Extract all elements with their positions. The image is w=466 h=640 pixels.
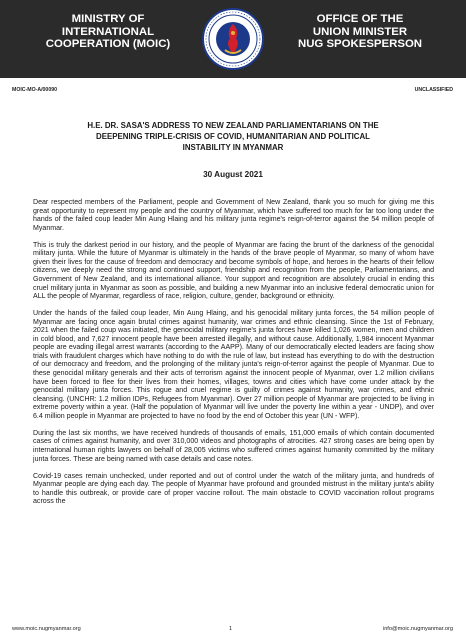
ministry-seal-icon [201,6,265,72]
ministry-name-line: MINISTRY OF [71,13,145,25]
office-name-line: OFFICE OF THE [316,13,404,25]
footer-email-link[interactable]: info@moic.nugmyanmar.org [382,626,453,632]
document-body [33,199,434,515]
letterhead-banner [0,0,466,78]
document-title [30,121,436,153]
page-number: 1 [229,626,233,632]
body-paragraph: Dear respected members of the Parliament, people and Government of New Zealand, thank you so much for giving me this great opportunity to represent my people and the country of Myanmar, which have suffered too much for far too long under the hands of the failed coup leader Min Aung Hlaing and his military junta regime's reign-of-terror against the 54 million people of Myanmar. [33,199,434,232]
ministry-name [18,13,198,51]
title-line: INSTABILITY IN MYANMAR [182,142,284,152]
classification-label: UNCLASSIFIED [414,87,453,93]
body-paragraph: During the last six months, we have received hundreds of thousands of emails, 151,000 emails of which contain documented cases of crimes against humanity, and over 310,000 videos and photographs of atrocities. 427 strong cases are being open by international human rights lawyers on behalf of 28,005 victims who suffered crimes against humanity committed by the military junta forces. These are being named with case details and case notes. [33,429,434,463]
body-paragraph: Covid-19 cases remain unchecked, under reported and out of control under the watch of the military junta, and hundreds of Myanmar people are dying each day. The people of Myanmar have profound and grounded mistrust in the military junta's ability to handle this outbreak, or provide care of proper vaccine rollout. The main obstacle to COVID vaccination rollout programs across the [33,472,434,506]
title-line: H.E. DR. SASA'S ADDRESS TO NEW ZEALAND PARLIAMENTARIANS ON THE [87,121,379,130]
office-name-line: UNION MINISTER [312,25,408,38]
title-line: DEEPENING TRIPLE-CRISIS OF COVID, HUMANITARIAN AND POLITICAL [96,131,370,141]
office-name-line: NUG SPOKESPERSON [297,38,423,50]
office-name [270,13,450,51]
body-paragraph: This is truly the darkest period in our history, and the people of Myanmar are facing the brunt of the darkness of the genocidal military junta. While the future of Myanmar is ultimately in the hands of the brave people of Myanmar, so many of whom have given their lives for the cause of freedom and democracy and become symbols of hope, and heroes in the hearts of their fellow citizens, we deeply need the strong and continued support, friendship and recognition from the people, Parliamentarians, and Government of New Zealand, and its international alliance. Your support and recognition are absolutely crucial in ending this cruel military junta in Myanmar as soon as possible, and building a new Myanmar into an inclusive federal democratic union for ALL the people of Myanmar, regardless of race, religion, culture, gender, background or ethnicity. [33,241,434,301]
body-paragraph: Under the hands of the failed coup leader, Min Aung Hlaing, and his genocidal military junta forces, the 54 million people of Myanmar are facing once again brutal crimes against humanity, war crimes and ethnic cleansing. Since the 1st of February, 2021 when the failed coup was initiated, the genocidal military regime's junta forces have killed 1,026 women, men and children in cold blood, and 7,627 innocent people have been arrested illegally, and without cause. Additionally, 1,984 innocent Myanmar people are evading illegal arrest warrants (according to the AAPP). Many of our democratically elected leaders are facing show trials with fraudulent charges which have nothing to do with the rule of law, but instead has everything to do with the destruction of our democracy and freedom, and the prolonging of the military junta's reign-of-terror against the people of Myanmar. Due to these genocidal military generals and their acts of terrorism against the innocent people of Myanmar, over 1.2 million civilians have been forced to flee for their lives from their homes, villages, towns and cities which have come under attack by the genocidal military junta forces. This rogue and cruel regime is guilty of crimes against humanity, war crimes, and ethnic cleansing. (UNCHR: 1.2 million IDPs, Refugees from Myanmar). Over 27 million people of Myanmar are projected to be living in extreme poverty within a year. (Half the population of Myanmar will live under the poverty line within a year - UNDP), and over 6.4 million people in Myanmar are projected to have no food by the end of October this year (UN - WFP). [33,310,434,420]
reference-number: MOIC-MO-A/00090 [12,87,57,93]
ministry-name-line: INTERNATIONAL [61,25,155,38]
ministry-name-line: COOPERATION (MOIC) [45,38,171,50]
document-date: 30 August 2021 [203,170,263,179]
footer-website-link[interactable]: www.moic.nugmyanmar.org [12,626,81,632]
